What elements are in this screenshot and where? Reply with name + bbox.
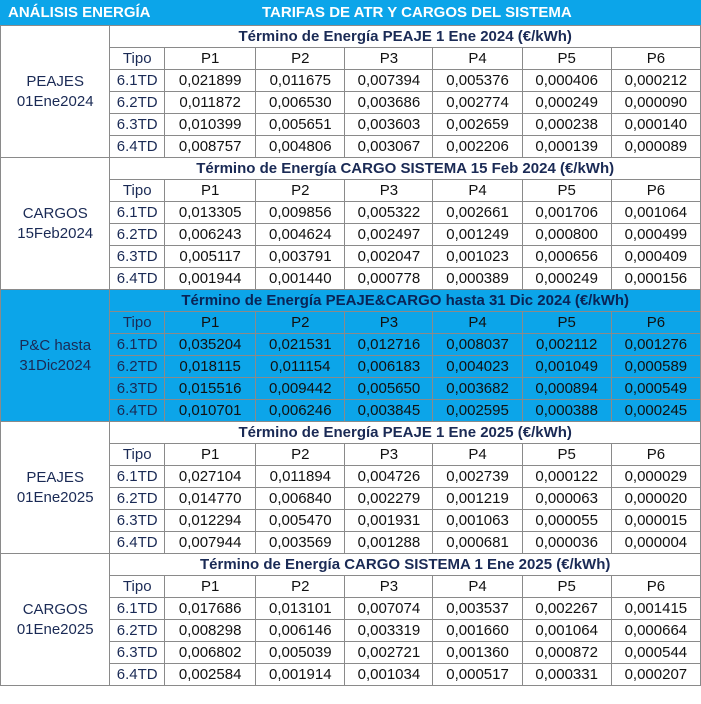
value-cell: 0,000664 xyxy=(611,620,700,642)
value-cell: 0,000388 xyxy=(522,400,611,422)
column-header: Tipo xyxy=(110,576,165,598)
value-cell: 0,010399 xyxy=(165,114,256,136)
value-cell: 0,006802 xyxy=(165,642,256,664)
tariff-type-cell: 6.3TD xyxy=(110,246,165,268)
value-cell: 0,007394 xyxy=(345,70,433,92)
column-header: P1 xyxy=(165,312,256,334)
value-cell: 0,001660 xyxy=(433,620,522,642)
value-cell: 0,011675 xyxy=(256,70,345,92)
section-title-row xyxy=(1,554,701,576)
value-cell: 0,003569 xyxy=(256,532,345,554)
sheet-header xyxy=(0,0,701,25)
value-cell: 0,007074 xyxy=(345,598,433,620)
tariff-type-cell: 6.1TD xyxy=(110,334,165,356)
value-cell: 0,004023 xyxy=(433,356,522,378)
tariff-type-cell: 6.3TD xyxy=(110,114,165,136)
value-cell: 0,013305 xyxy=(165,202,256,224)
column-header: P3 xyxy=(345,312,433,334)
column-header: P3 xyxy=(345,444,433,466)
tariff-type-cell: 6.3TD xyxy=(110,510,165,532)
value-cell: 0,005322 xyxy=(345,202,433,224)
value-cell: 0,017686 xyxy=(165,598,256,620)
value-cell: 0,004624 xyxy=(256,224,345,246)
value-cell: 0,002739 xyxy=(433,466,522,488)
value-cell: 0,000156 xyxy=(611,268,700,290)
column-header: P2 xyxy=(256,312,345,334)
value-cell: 0,000122 xyxy=(522,466,611,488)
tariff-type-cell: 6.2TD xyxy=(110,488,165,510)
value-cell: 0,011894 xyxy=(256,466,345,488)
column-header: P4 xyxy=(433,312,522,334)
value-cell: 0,001049 xyxy=(522,356,611,378)
column-header: P6 xyxy=(611,444,700,466)
section-title: Término de Energía PEAJE&CARGO hasta 31 Dic 2024 (€/kWh) xyxy=(110,290,701,312)
value-cell: 0,015516 xyxy=(165,378,256,400)
value-cell: 0,003603 xyxy=(345,114,433,136)
value-cell: 0,000800 xyxy=(522,224,611,246)
value-cell: 0,001249 xyxy=(433,224,522,246)
column-header: P6 xyxy=(611,180,700,202)
value-cell: 0,005651 xyxy=(256,114,345,136)
column-header: Tipo xyxy=(110,312,165,334)
value-cell: 0,000331 xyxy=(522,664,611,686)
value-cell: 0,009442 xyxy=(256,378,345,400)
value-cell: 0,000589 xyxy=(611,356,700,378)
tariff-type-cell: 6.2TD xyxy=(110,620,165,642)
section-label-line1: CARGOS xyxy=(22,600,88,618)
value-cell: 0,000140 xyxy=(611,114,700,136)
value-cell: 0,005470 xyxy=(256,510,345,532)
tariff-type-cell: 6.2TD xyxy=(110,356,165,378)
tariff-type-cell: 6.1TD xyxy=(110,70,165,92)
value-cell: 0,002279 xyxy=(345,488,433,510)
value-cell: 0,000872 xyxy=(522,642,611,664)
value-cell: 0,000409 xyxy=(611,246,700,268)
column-header: P4 xyxy=(433,180,522,202)
value-cell: 0,002595 xyxy=(433,400,522,422)
value-cell: 0,005650 xyxy=(345,378,433,400)
value-cell: 0,000249 xyxy=(522,268,611,290)
value-cell: 0,001944 xyxy=(165,268,256,290)
value-cell: 0,004806 xyxy=(256,136,345,158)
header-left-title: ANÁLISIS ENERGÍA xyxy=(8,4,151,21)
value-cell: 0,000499 xyxy=(611,224,700,246)
column-header: P2 xyxy=(256,180,345,202)
value-cell: 0,000029 xyxy=(611,466,700,488)
value-cell: 0,002497 xyxy=(345,224,433,246)
section-label-line2: 01Ene2024 xyxy=(16,92,94,110)
value-cell: 0,001360 xyxy=(433,642,522,664)
value-cell: 0,000055 xyxy=(522,510,611,532)
section-label-line2: 31Dic2024 xyxy=(19,356,92,374)
value-cell: 0,001063 xyxy=(433,510,522,532)
value-cell: 0,006246 xyxy=(256,400,345,422)
column-header: P6 xyxy=(611,576,700,598)
value-cell: 0,006146 xyxy=(256,620,345,642)
value-cell: 0,000015 xyxy=(611,510,700,532)
column-header: P3 xyxy=(345,180,433,202)
value-cell: 0,009856 xyxy=(256,202,345,224)
column-header: P2 xyxy=(256,444,345,466)
value-cell: 0,008037 xyxy=(433,334,522,356)
value-cell: 0,001276 xyxy=(611,334,700,356)
column-header: P2 xyxy=(256,576,345,598)
column-header: P5 xyxy=(522,180,611,202)
section-label-line2: 15Feb2024 xyxy=(17,224,94,242)
column-header: P1 xyxy=(165,180,256,202)
value-cell: 0,002659 xyxy=(433,114,522,136)
section-label-line2: 01Ene2025 xyxy=(16,488,94,506)
value-cell: 0,004726 xyxy=(345,466,433,488)
tariff-type-cell: 6.2TD xyxy=(110,92,165,114)
column-header: P1 xyxy=(165,444,256,466)
value-cell: 0,000004 xyxy=(611,532,700,554)
section-label-line1: CARGOS xyxy=(22,204,88,222)
value-cell: 0,021899 xyxy=(165,70,256,92)
value-cell: 0,008757 xyxy=(165,136,256,158)
column-header: P5 xyxy=(522,48,611,70)
value-cell: 0,000245 xyxy=(611,400,700,422)
value-cell: 0,006183 xyxy=(345,356,433,378)
value-cell: 0,001931 xyxy=(345,510,433,532)
value-cell: 0,002112 xyxy=(522,334,611,356)
value-cell: 0,005117 xyxy=(165,246,256,268)
value-cell: 0,018115 xyxy=(165,356,256,378)
value-cell: 0,006530 xyxy=(256,92,345,114)
value-cell: 0,001288 xyxy=(345,532,433,554)
section-title: Término de Energía CARGO SISTEMA 15 Feb 2024 (€/kWh) xyxy=(110,158,701,180)
section-title-row xyxy=(1,290,701,312)
value-cell: 0,000020 xyxy=(611,488,700,510)
value-cell: 0,011872 xyxy=(165,92,256,114)
section-label xyxy=(1,554,110,686)
value-cell: 0,012294 xyxy=(165,510,256,532)
section-label xyxy=(1,26,110,158)
tariff-type-cell: 6.4TD xyxy=(110,532,165,554)
section-title-row xyxy=(1,26,701,48)
value-cell: 0,000549 xyxy=(611,378,700,400)
tariff-type-cell: 6.4TD xyxy=(110,268,165,290)
value-cell: 0,000090 xyxy=(611,92,700,114)
value-cell: 0,005376 xyxy=(433,70,522,92)
value-cell: 0,002661 xyxy=(433,202,522,224)
header-right-title: TARIFAS DE ATR Y CARGOS DEL SISTEMA xyxy=(262,4,572,21)
value-cell: 0,000681 xyxy=(433,532,522,554)
tariff-type-cell: 6.1TD xyxy=(110,466,165,488)
value-cell: 0,003845 xyxy=(345,400,433,422)
value-cell: 0,000036 xyxy=(522,532,611,554)
column-header: P4 xyxy=(433,576,522,598)
value-cell: 0,001914 xyxy=(256,664,345,686)
value-cell: 0,001415 xyxy=(611,598,700,620)
value-cell: 0,001219 xyxy=(433,488,522,510)
value-cell: 0,000517 xyxy=(433,664,522,686)
value-cell: 0,001064 xyxy=(522,620,611,642)
value-cell: 0,003319 xyxy=(345,620,433,642)
value-cell: 0,000894 xyxy=(522,378,611,400)
value-cell: 0,001023 xyxy=(433,246,522,268)
tariff-type-cell: 6.4TD xyxy=(110,136,165,158)
column-header: P3 xyxy=(345,48,433,70)
value-cell: 0,011154 xyxy=(256,356,345,378)
value-cell: 0,012716 xyxy=(345,334,433,356)
value-cell: 0,002267 xyxy=(522,598,611,620)
value-cell: 0,000207 xyxy=(611,664,700,686)
value-cell: 0,014770 xyxy=(165,488,256,510)
value-cell: 0,000656 xyxy=(522,246,611,268)
column-header: P5 xyxy=(522,444,611,466)
value-cell: 0,005039 xyxy=(256,642,345,664)
value-cell: 0,021531 xyxy=(256,334,345,356)
column-header: P4 xyxy=(433,48,522,70)
column-header: P1 xyxy=(165,576,256,598)
column-header: P6 xyxy=(611,312,700,334)
column-header: P1 xyxy=(165,48,256,70)
section-title: Término de Energía PEAJE 1 Ene 2025 (€/kWh) xyxy=(110,422,701,444)
value-cell: 0,000212 xyxy=(611,70,700,92)
value-cell: 0,002774 xyxy=(433,92,522,114)
value-cell: 0,000544 xyxy=(611,642,700,664)
value-cell: 0,002047 xyxy=(345,246,433,268)
section-title: Término de Energía PEAJE 1 Ene 2024 (€/kWh) xyxy=(110,26,701,48)
value-cell: 0,003537 xyxy=(433,598,522,620)
value-cell: 0,008298 xyxy=(165,620,256,642)
value-cell: 0,000063 xyxy=(522,488,611,510)
section-label-line1: PEAJES xyxy=(26,72,84,90)
tariff-type-cell: 6.1TD xyxy=(110,202,165,224)
tariff-type-cell: 6.4TD xyxy=(110,400,165,422)
value-cell: 0,007944 xyxy=(165,532,256,554)
section-label-line1: PEAJES xyxy=(26,468,84,486)
column-header: P4 xyxy=(433,444,522,466)
value-cell: 0,006840 xyxy=(256,488,345,510)
column-header: Tipo xyxy=(110,444,165,466)
value-cell: 0,003067 xyxy=(345,136,433,158)
value-cell: 0,000406 xyxy=(522,70,611,92)
value-cell: 0,006243 xyxy=(165,224,256,246)
tariff-type-cell: 6.3TD xyxy=(110,642,165,664)
tariff-type-cell: 6.2TD xyxy=(110,224,165,246)
section-title-row xyxy=(1,158,701,180)
column-header: P5 xyxy=(522,312,611,334)
value-cell: 0,001034 xyxy=(345,664,433,686)
value-cell: 0,003682 xyxy=(433,378,522,400)
value-cell: 0,001706 xyxy=(522,202,611,224)
tariff-type-cell: 6.4TD xyxy=(110,664,165,686)
section-label xyxy=(1,422,110,554)
column-header: P6 xyxy=(611,48,700,70)
value-cell: 0,010701 xyxy=(165,400,256,422)
column-header: P5 xyxy=(522,576,611,598)
tariff-table xyxy=(0,25,701,686)
value-cell: 0,001440 xyxy=(256,268,345,290)
value-cell: 0,000389 xyxy=(433,268,522,290)
value-cell: 0,000238 xyxy=(522,114,611,136)
tariff-type-cell: 6.1TD xyxy=(110,598,165,620)
column-header: P2 xyxy=(256,48,345,70)
value-cell: 0,002206 xyxy=(433,136,522,158)
section-label xyxy=(1,158,110,290)
section-label-line1: P&C hasta xyxy=(19,336,92,354)
value-cell: 0,035204 xyxy=(165,334,256,356)
value-cell: 0,003686 xyxy=(345,92,433,114)
section-title-row xyxy=(1,422,701,444)
column-header: Tipo xyxy=(110,180,165,202)
value-cell: 0,013101 xyxy=(256,598,345,620)
value-cell: 0,027104 xyxy=(165,466,256,488)
value-cell: 0,002584 xyxy=(165,664,256,686)
column-header: P3 xyxy=(345,576,433,598)
value-cell: 0,000139 xyxy=(522,136,611,158)
value-cell: 0,000778 xyxy=(345,268,433,290)
value-cell: 0,000249 xyxy=(522,92,611,114)
value-cell: 0,001064 xyxy=(611,202,700,224)
section-label-line2: 01Ene2025 xyxy=(16,620,94,638)
value-cell: 0,000089 xyxy=(611,136,700,158)
column-header: Tipo xyxy=(110,48,165,70)
section-title: Término de Energía CARGO SISTEMA 1 Ene 2025 (€/kWh) xyxy=(110,554,701,576)
value-cell: 0,003791 xyxy=(256,246,345,268)
tariff-type-cell: 6.3TD xyxy=(110,378,165,400)
value-cell: 0,002721 xyxy=(345,642,433,664)
section-label xyxy=(1,290,110,422)
